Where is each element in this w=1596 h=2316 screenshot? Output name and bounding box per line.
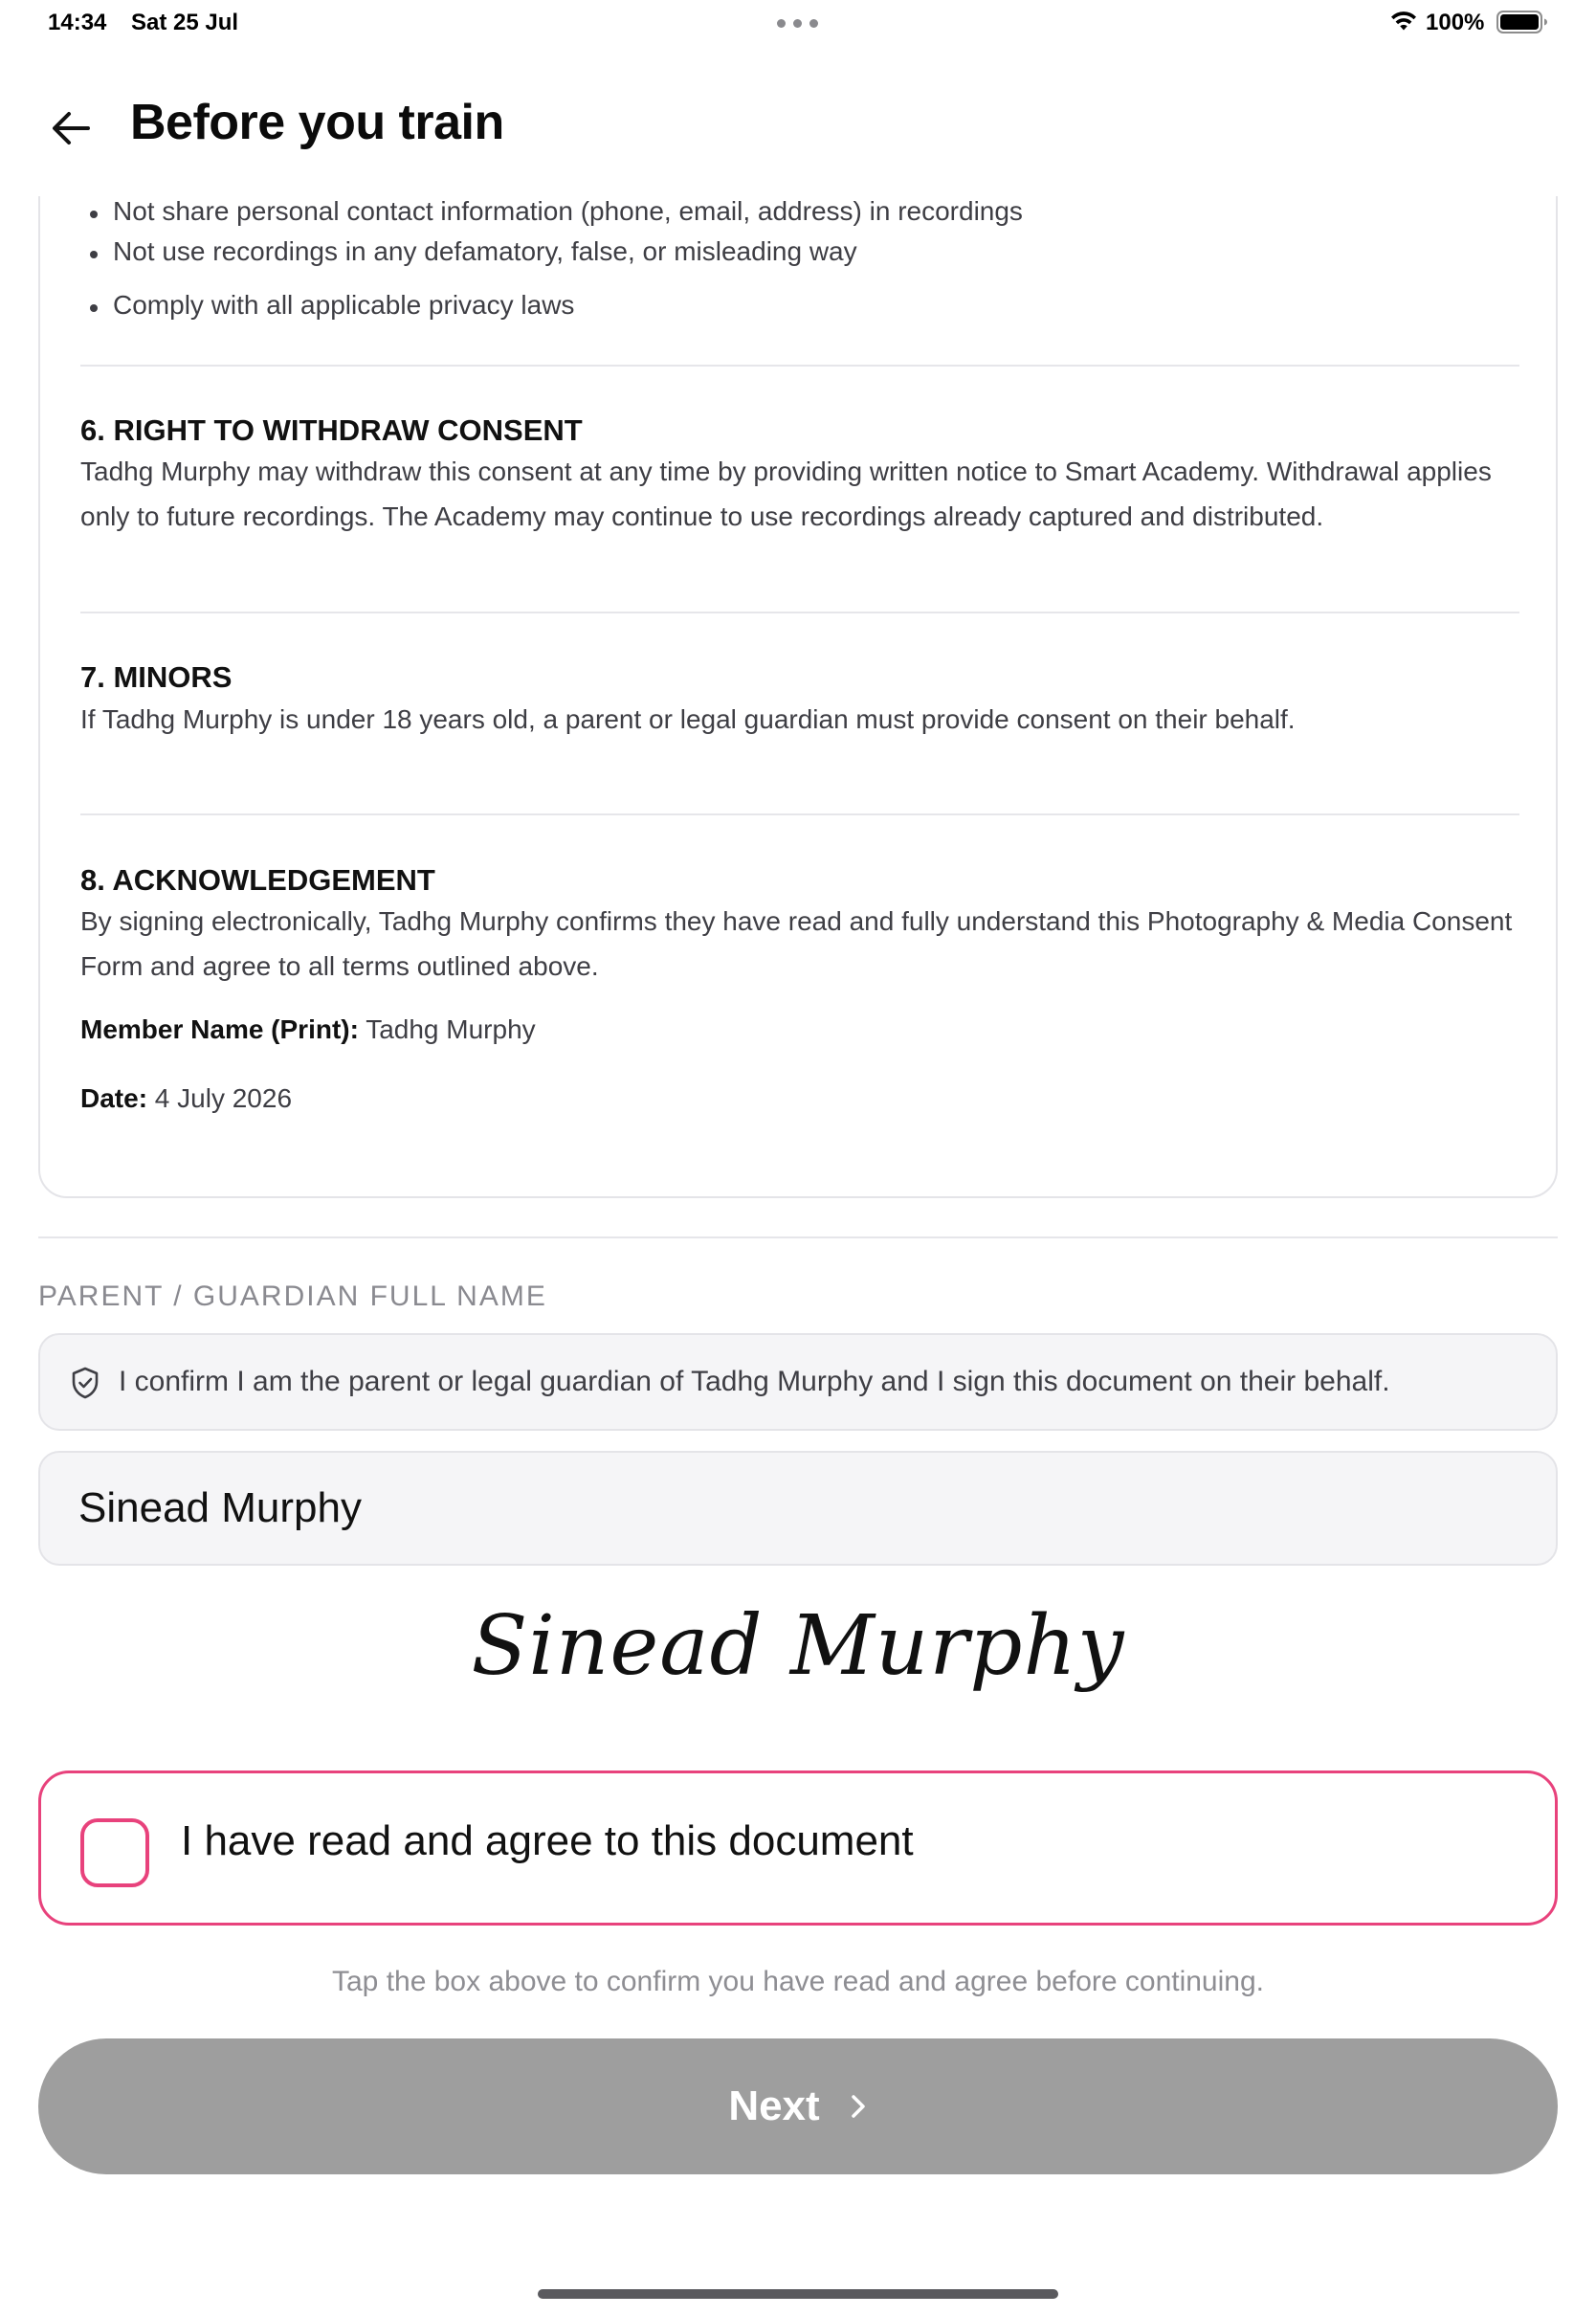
member-name-value: Tadhg Murphy	[366, 1014, 536, 1044]
section-body: Tadhg Murphy may withdraw this consent at any time by providing written notice to Smart Academy. Withdrawal applies only to future recordings. The Academy may continue to use recordings already captured and distributed.	[80, 457, 1492, 531]
section-divider	[80, 813, 1519, 815]
bullet-item: Comply with all applicable privacy laws	[80, 290, 574, 321]
agree-checkbox-row[interactable]	[38, 1770, 1558, 1926]
guardian-confirm-notice	[38, 1333, 1558, 1431]
shield-check-icon	[69, 1366, 101, 1400]
guardian-name-label: PARENT / GUARDIAN FULL NAME	[38, 1280, 547, 1312]
document-card	[38, 196, 1558, 1198]
guardian-confirm-text: I confirm I am the parent or legal guardian of Tadhg Murphy and I sign this document on their behalf.	[119, 1366, 1390, 1397]
next-button-label: Next	[728, 2082, 820, 2129]
home-indicator[interactable]	[538, 2289, 1058, 2299]
member-name-label: Member Name (Print):	[80, 1014, 359, 1044]
status-date: Sat 25 Jul	[131, 10, 239, 35]
agree-hint: Tap the box above to confirm you have read and agree before continuing.	[332, 1966, 1264, 1997]
status-bar	[0, 0, 1596, 46]
chevron-right-icon	[849, 2093, 868, 2120]
section-heading: 7. MINORS	[80, 660, 233, 694]
divider	[38, 1236, 1558, 1238]
arrow-left-icon	[50, 109, 92, 147]
battery-full-icon	[1496, 11, 1548, 33]
document-scroll-area[interactable]	[0, 196, 1596, 1201]
section-body: By signing electronically, Tadhg Murphy confirms they have read and fully understand this Photography & Media Consent Form and agree to all terms outlined above.	[80, 906, 1513, 981]
section-divider	[80, 612, 1519, 613]
date-value: 4 July 2026	[154, 1083, 293, 1113]
signature-preview: Sinead Murphy	[471, 1598, 1125, 1694]
status-time: 14:34	[48, 10, 107, 35]
page-title: Before you train	[130, 95, 504, 150]
section-divider	[80, 365, 1519, 367]
member-name-line	[80, 1014, 536, 1045]
bullet-item: Not share personal contact information (phone, email, address) in recordings	[80, 196, 1023, 227]
agree-checkbox[interactable]	[80, 1818, 149, 1887]
battery-percent: 100%	[1426, 10, 1485, 35]
date-line	[80, 1083, 292, 1114]
section-heading: 8. ACKNOWLEDGEMENT	[80, 863, 435, 897]
bullet-item: Not use recordings in any defamatory, false, or misleading way	[80, 236, 857, 267]
multitasking-dots-icon[interactable]	[777, 19, 819, 28]
date-label: Date:	[80, 1083, 148, 1113]
guardian-name-input[interactable]	[38, 1451, 1558, 1566]
back-button[interactable]	[44, 101, 98, 155]
wifi-icon	[1389, 10, 1418, 33]
section-body: If Tadhg Murphy is under 18 years old, a parent or legal guardian must provide consent on their behalf.	[80, 704, 1296, 734]
agree-label[interactable]: I have read and agree to this document	[181, 1817, 914, 1864]
next-button[interactable]	[38, 2038, 1558, 2174]
header	[0, 84, 1596, 165]
section-heading: 6. RIGHT TO WITHDRAW CONSENT	[80, 413, 583, 447]
